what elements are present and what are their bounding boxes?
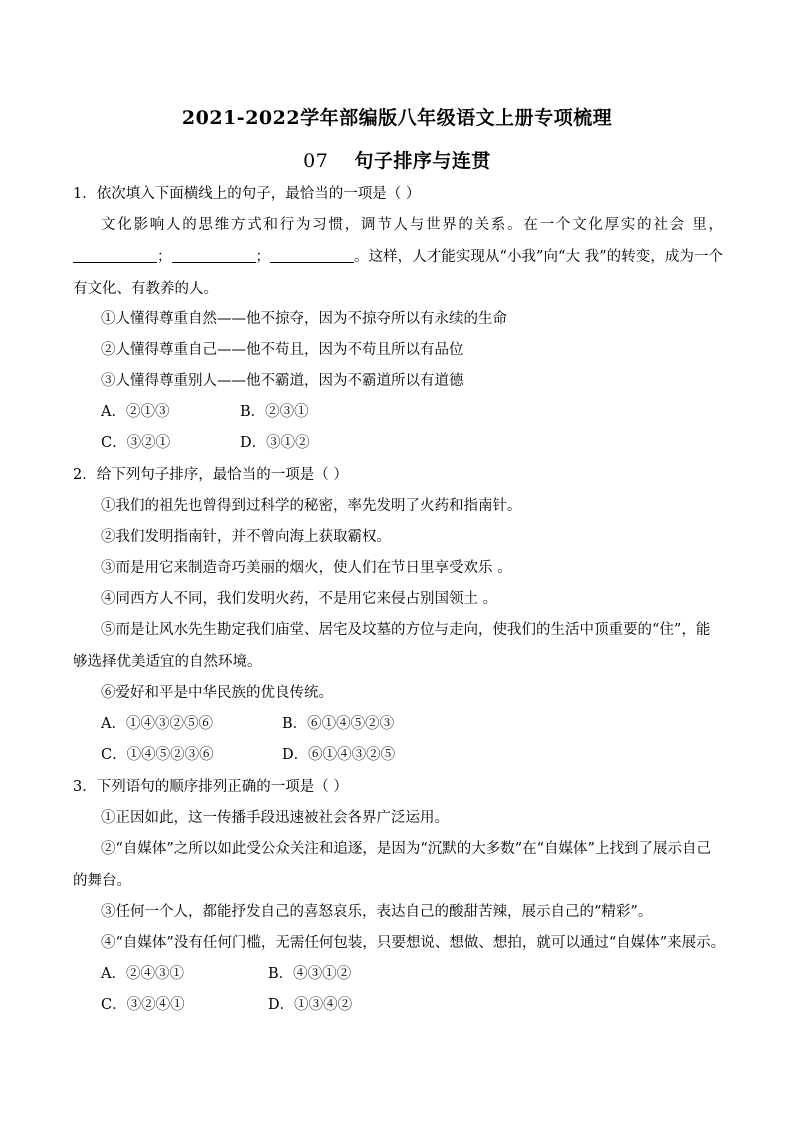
question-1-stem: 1．依次填入下面横线上的句子，最恰当的一项是（ ） <box>73 186 421 202</box>
question-2-item: ④同西方人不同，我们发明火药，不是用它来侵占别国领土 。 <box>101 591 498 607</box>
question-2-item: ②我们发明指南针，并不曾向海上获取霸权。 <box>101 529 391 545</box>
question-2-item: ③而是用它来制造奇巧美丽的烟火，使人们在节日里享受欢乐 。 <box>101 560 512 576</box>
blank-2 <box>172 248 256 263</box>
question-2-item: ⑥爱好和平是中华民族的优良传统。 <box>101 685 333 701</box>
question-3-stem: 3．下列语句的顺序排列正确的一项是（ ） <box>73 779 348 795</box>
question-2-option-c[interactable]: C．①④⑤②③⑥ <box>101 747 214 763</box>
blank-1 <box>73 248 157 263</box>
passage-start: 文化影响人的思维方式和行为习惯，调节人与世界的关系。在一个文化厚实的社会 里， <box>101 217 723 233</box>
question-1-passage <box>73 209 723 305</box>
page-title: 2021-2022学年部编版八年级语文上册专项梳理 <box>181 107 613 129</box>
question-1-option-a[interactable]: A．②①③ <box>101 404 170 420</box>
question-1-item: ②人懂得尊重自己——他不苟且，因为不苟且所以有品位 <box>101 342 464 358</box>
question-3-item: ①正因如此，这一传播手段迅速被社会各界广泛运用。 <box>101 810 449 826</box>
blank-3 <box>270 248 354 263</box>
question-3-option-d[interactable]: D．①③④② <box>268 997 353 1013</box>
question-2-item: ①我们的祖先也曾得到过科学的秘密，率先发明了火药和指南针。 <box>101 498 522 514</box>
question-2-option-a[interactable]: A．①④③②⑤⑥ <box>101 716 213 732</box>
question-2-option-d[interactable]: D．⑥①④③②⑤ <box>282 747 396 763</box>
separator-1: ； <box>157 249 172 265</box>
question-3-option-c[interactable]: C．③②④① <box>101 997 185 1013</box>
section-number: 07 <box>303 150 329 172</box>
question-3-item: ②“自媒体”之所以如此受公众关注和追逐，是因为“沉默的大多数”在“自媒体”上找到了展示自己的舞台。 <box>73 841 711 889</box>
question-2-item: ⑤而是让风水先生勘定我们庙堂、居宅及坟墓的方位与走向，使我们的生活中顶重要的“住”，能够选择优美适宜的自然环境。 <box>73 622 711 670</box>
question-1-option-c[interactable]: C．③②① <box>101 435 171 451</box>
passage-end: 。这样，人才能实现从“小我”向“大 我”的转变，成为一个有文化、有教养的人。 <box>73 249 723 297</box>
question-3-option-a[interactable]: A．②④③① <box>101 966 184 982</box>
separator-2: ； <box>255 249 270 265</box>
question-3-item: ④“自媒体”没有任何门槛，无需任何包装，只要想说、想做、想拍，就可以通过“自媒体”来展示。 <box>101 935 726 951</box>
question-2-stem: 2．给下列句子排序，最恰当的一项是（ ） <box>73 467 348 483</box>
section-heading <box>0 146 794 173</box>
question-1-option-d[interactable]: D．③①② <box>240 435 310 451</box>
section-title: 句子排序与连贯 <box>354 150 491 172</box>
question-1-item: ③人懂得尊重别人——他不霸道，因为不霸道所以有道德 <box>101 373 464 389</box>
question-3-item: ③任何一个人，都能抒发自己的喜怒哀乐，表达自己的酸甜苦辣，展示自己的“精彩”。 <box>101 904 653 920</box>
question-2-option-b[interactable]: B．⑥①④⑤②③ <box>282 716 395 732</box>
question-1-option-b[interactable]: B．②③① <box>240 404 309 420</box>
question-1-item: ①人懂得尊重自然——他不掠夺，因为不掠夺所以有永续的生命 <box>101 311 507 327</box>
question-3-option-b[interactable]: B．④③①② <box>268 966 352 982</box>
